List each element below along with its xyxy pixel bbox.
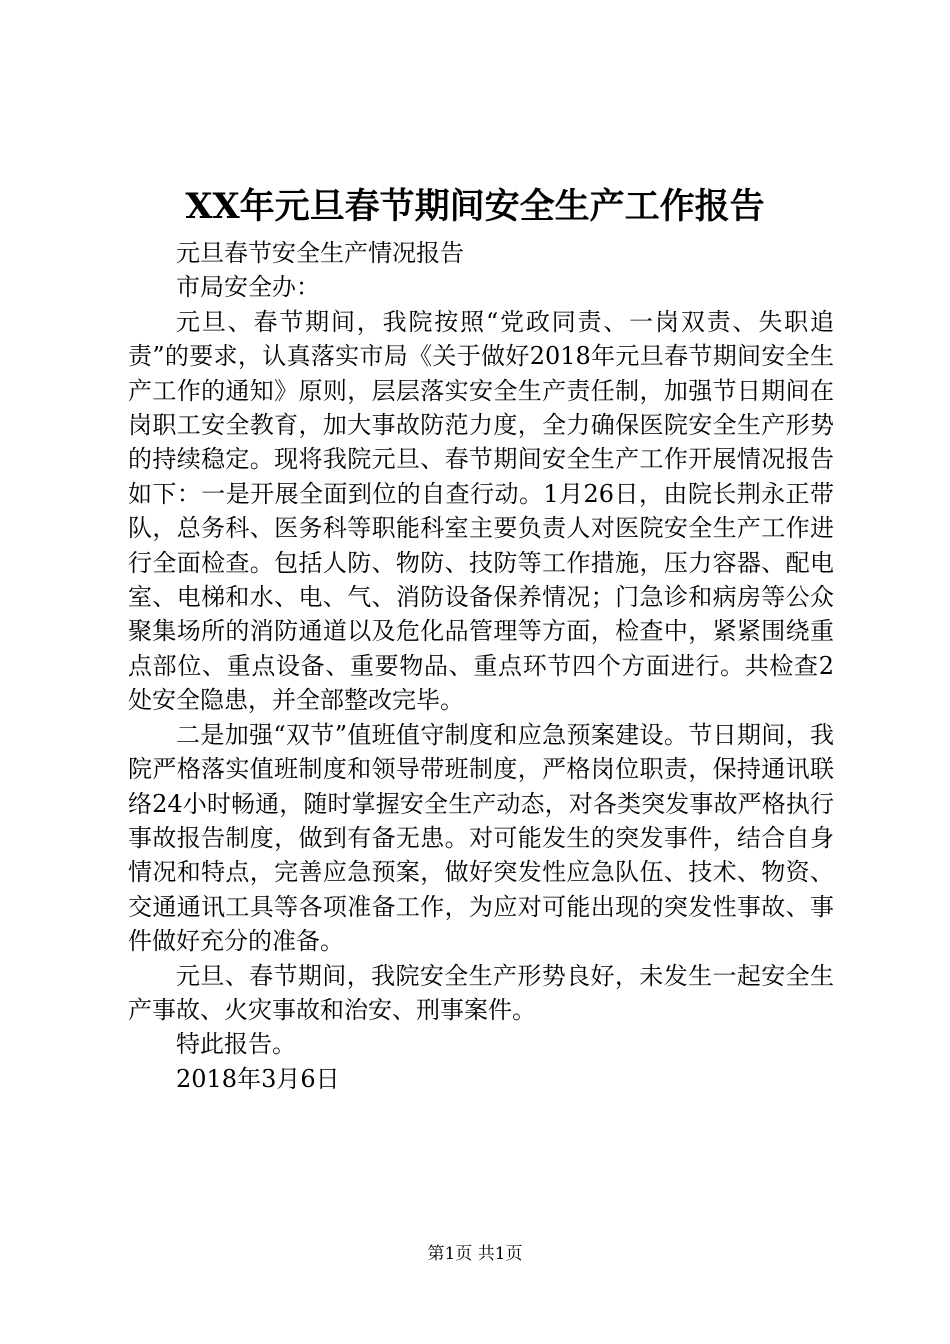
body-paragraph: 二是加强“双节”值班值守制度和应急预案建设。节日期间，我院严格落实值班制度和领导带班制度，严格岗位职责，保持通讯联络24小时畅通，随时掌握安全生产动态，对各类突发事故严格执行事故报告制度，做到有备无患。对可能发生的突发事件，结合自身情况和特点，完善应急预案，做好突发性应急队伍、技术、物资、交通通讯工具等各项准备工作，为应对可能出现的突发性事故、事件做好充分的准备。 <box>128 720 834 956</box>
report-date: 2018年3月6日 <box>176 1064 340 1093</box>
closing-line: 特此报告。 <box>176 1030 296 1059</box>
document-title: XX年元旦春节期间安全生产工作报告 <box>185 186 765 227</box>
report-subtitle: 元旦春节安全生产情况报告 <box>176 239 464 267</box>
recipient-line: 市局安全办： <box>176 273 320 302</box>
body-paragraph: 元旦、春节期间，我院安全生产形势良好，未发生一起安全生产事故、火灾事故和治安、刑事案件。 <box>128 961 834 1024</box>
page-footer: 第1页 共1页 <box>427 1244 523 1264</box>
document-body <box>128 236 834 1096</box>
body-paragraph: 元旦、春节期间，我院按照“党政同责、一岗双责、失职追责”的要求，认真落实市局《关于做好2018年元旦春节期间安全生产工作的通知》原则，层层落实安全生产责任制，加强节日期间在岗职工安全教育，加大事故防范力度，全力确保医院安全生产形势的持续稳定。现将我院元旦、春节期间安全生产工作开展情况报告如下：一是开展全面到位的自查行动。1月26日，由院长荆永正带队，总务科、医务科等职能科室主要负责人对医院安全生产工作进行全面检查。包括人防、物防、技防等工作措施，压力容器、配电室、电梯和水、电、气、消防设备保养情况；门急诊和病房等公众聚集场所的消防通道以及危化品管理等方面，检查中，紧紧围绕重点部位、重点设备、重要物品、重点环节四个方面进行。共检查2处安全隐患，并全部整改完毕。 <box>128 307 834 715</box>
